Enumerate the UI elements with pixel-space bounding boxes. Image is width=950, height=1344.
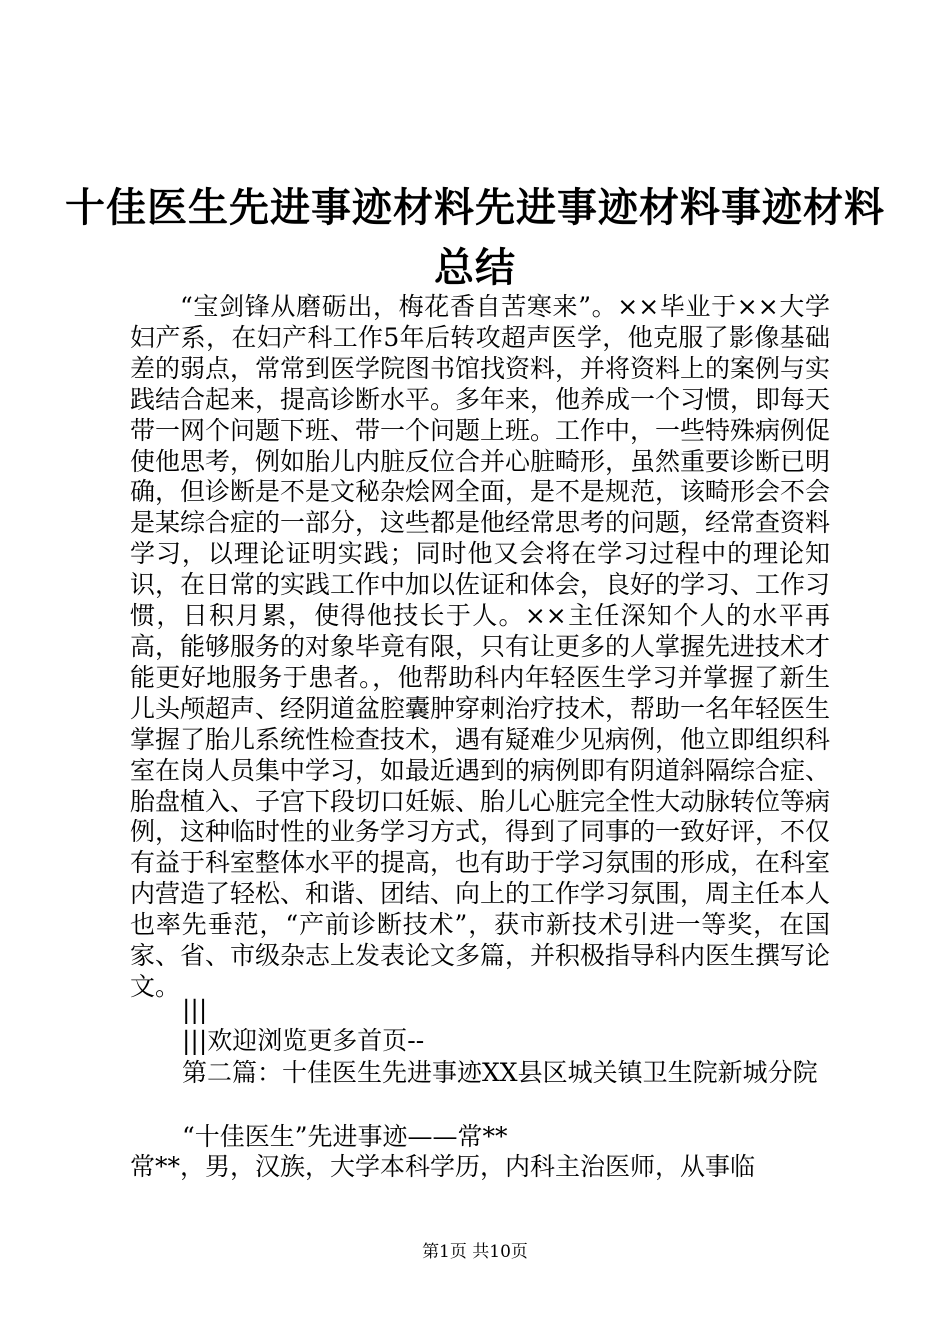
welcome-link-line[interactable]: |||欢迎浏览更多首页-- <box>182 1026 425 1055</box>
separator-pipes: ||| <box>182 995 208 1024</box>
body-paragraph <box>130 292 830 1003</box>
document-title-line-1: 十佳医生先进事迹材料先进事迹材料事迹材料 <box>65 185 885 231</box>
page-number-footer: 第1页 共10页 <box>422 1242 528 1262</box>
document-title-line-2: 总结 <box>434 245 516 291</box>
body-paragraph-text: “宝剑锋从磨砺出，梅花香自苦寒来”。××毕业于××大学妇产系，在妇产科工作5年后转攻超声医学，他克服了影像基础差的弱点，常常到医学院图书馆找资料，并将资料上的案例与实践结合起来，提高诊断水平。多年来，他养成一个习惯，即每天带一网个问题下班、带一个问题上班。工作中，一些特殊病例促使他思考，例如胎儿内脏反位合并心脏畸形，虽然重要诊断已明确，但诊断是不是文秘杂烩网全面，是不是规范，该畸形会不会是某综合症的一部分，这些都是他经常思考的问题，经常查资料学习，以理论证明实践；同时他又会将在学习过程中的理论知识，在日常的实践工作中加以佐证和体会，良好的学习、工作习惯，日积月累，使得他技长于人。××主任深知个人的水平再高，能够服务的对象毕竟有限，只有让更多的人掌握先进技术才能更好地服务于患者。，他帮助科内年轻医生学习并掌握了新生儿头颅超声、经阴道盆腔囊肿穿刺治疗技术，帮助一名年轻医生掌握了胎儿系统性检查技术，遇有疑难少见病例，他立即组织科室在岗人员集中学习，如最近遇到的病例即有阴道斜隔综合症、胎盘植入、子宫下段切口妊娠、胎儿心脏完全性大动脉转位等病例，这种临时性的业务学习方式，得到了同事的一致好评，不仅有益于科室整体水平的提高，也有助于学习氛围的形成，在科室内营造了轻松、和谐、团结、向上的工作学习氛围，周主任本人也率先垂范，“产前诊断技术”，获市新技术引进一等奖，在国家、省、市级杂志上发表论文多篇，并积极指导科内医生撰写论文。 <box>130 292 831 1001</box>
part-two-heading: 第二篇：十佳医生先进事迹XX县区城关镇卫生院新城分院 <box>182 1058 818 1087</box>
intro-line: 常**，男，汉族，大学本科学历，内科主治医师，从事临 <box>130 1152 756 1181</box>
section-subheading: “十佳医生”先进事迹——常** <box>182 1122 508 1151</box>
